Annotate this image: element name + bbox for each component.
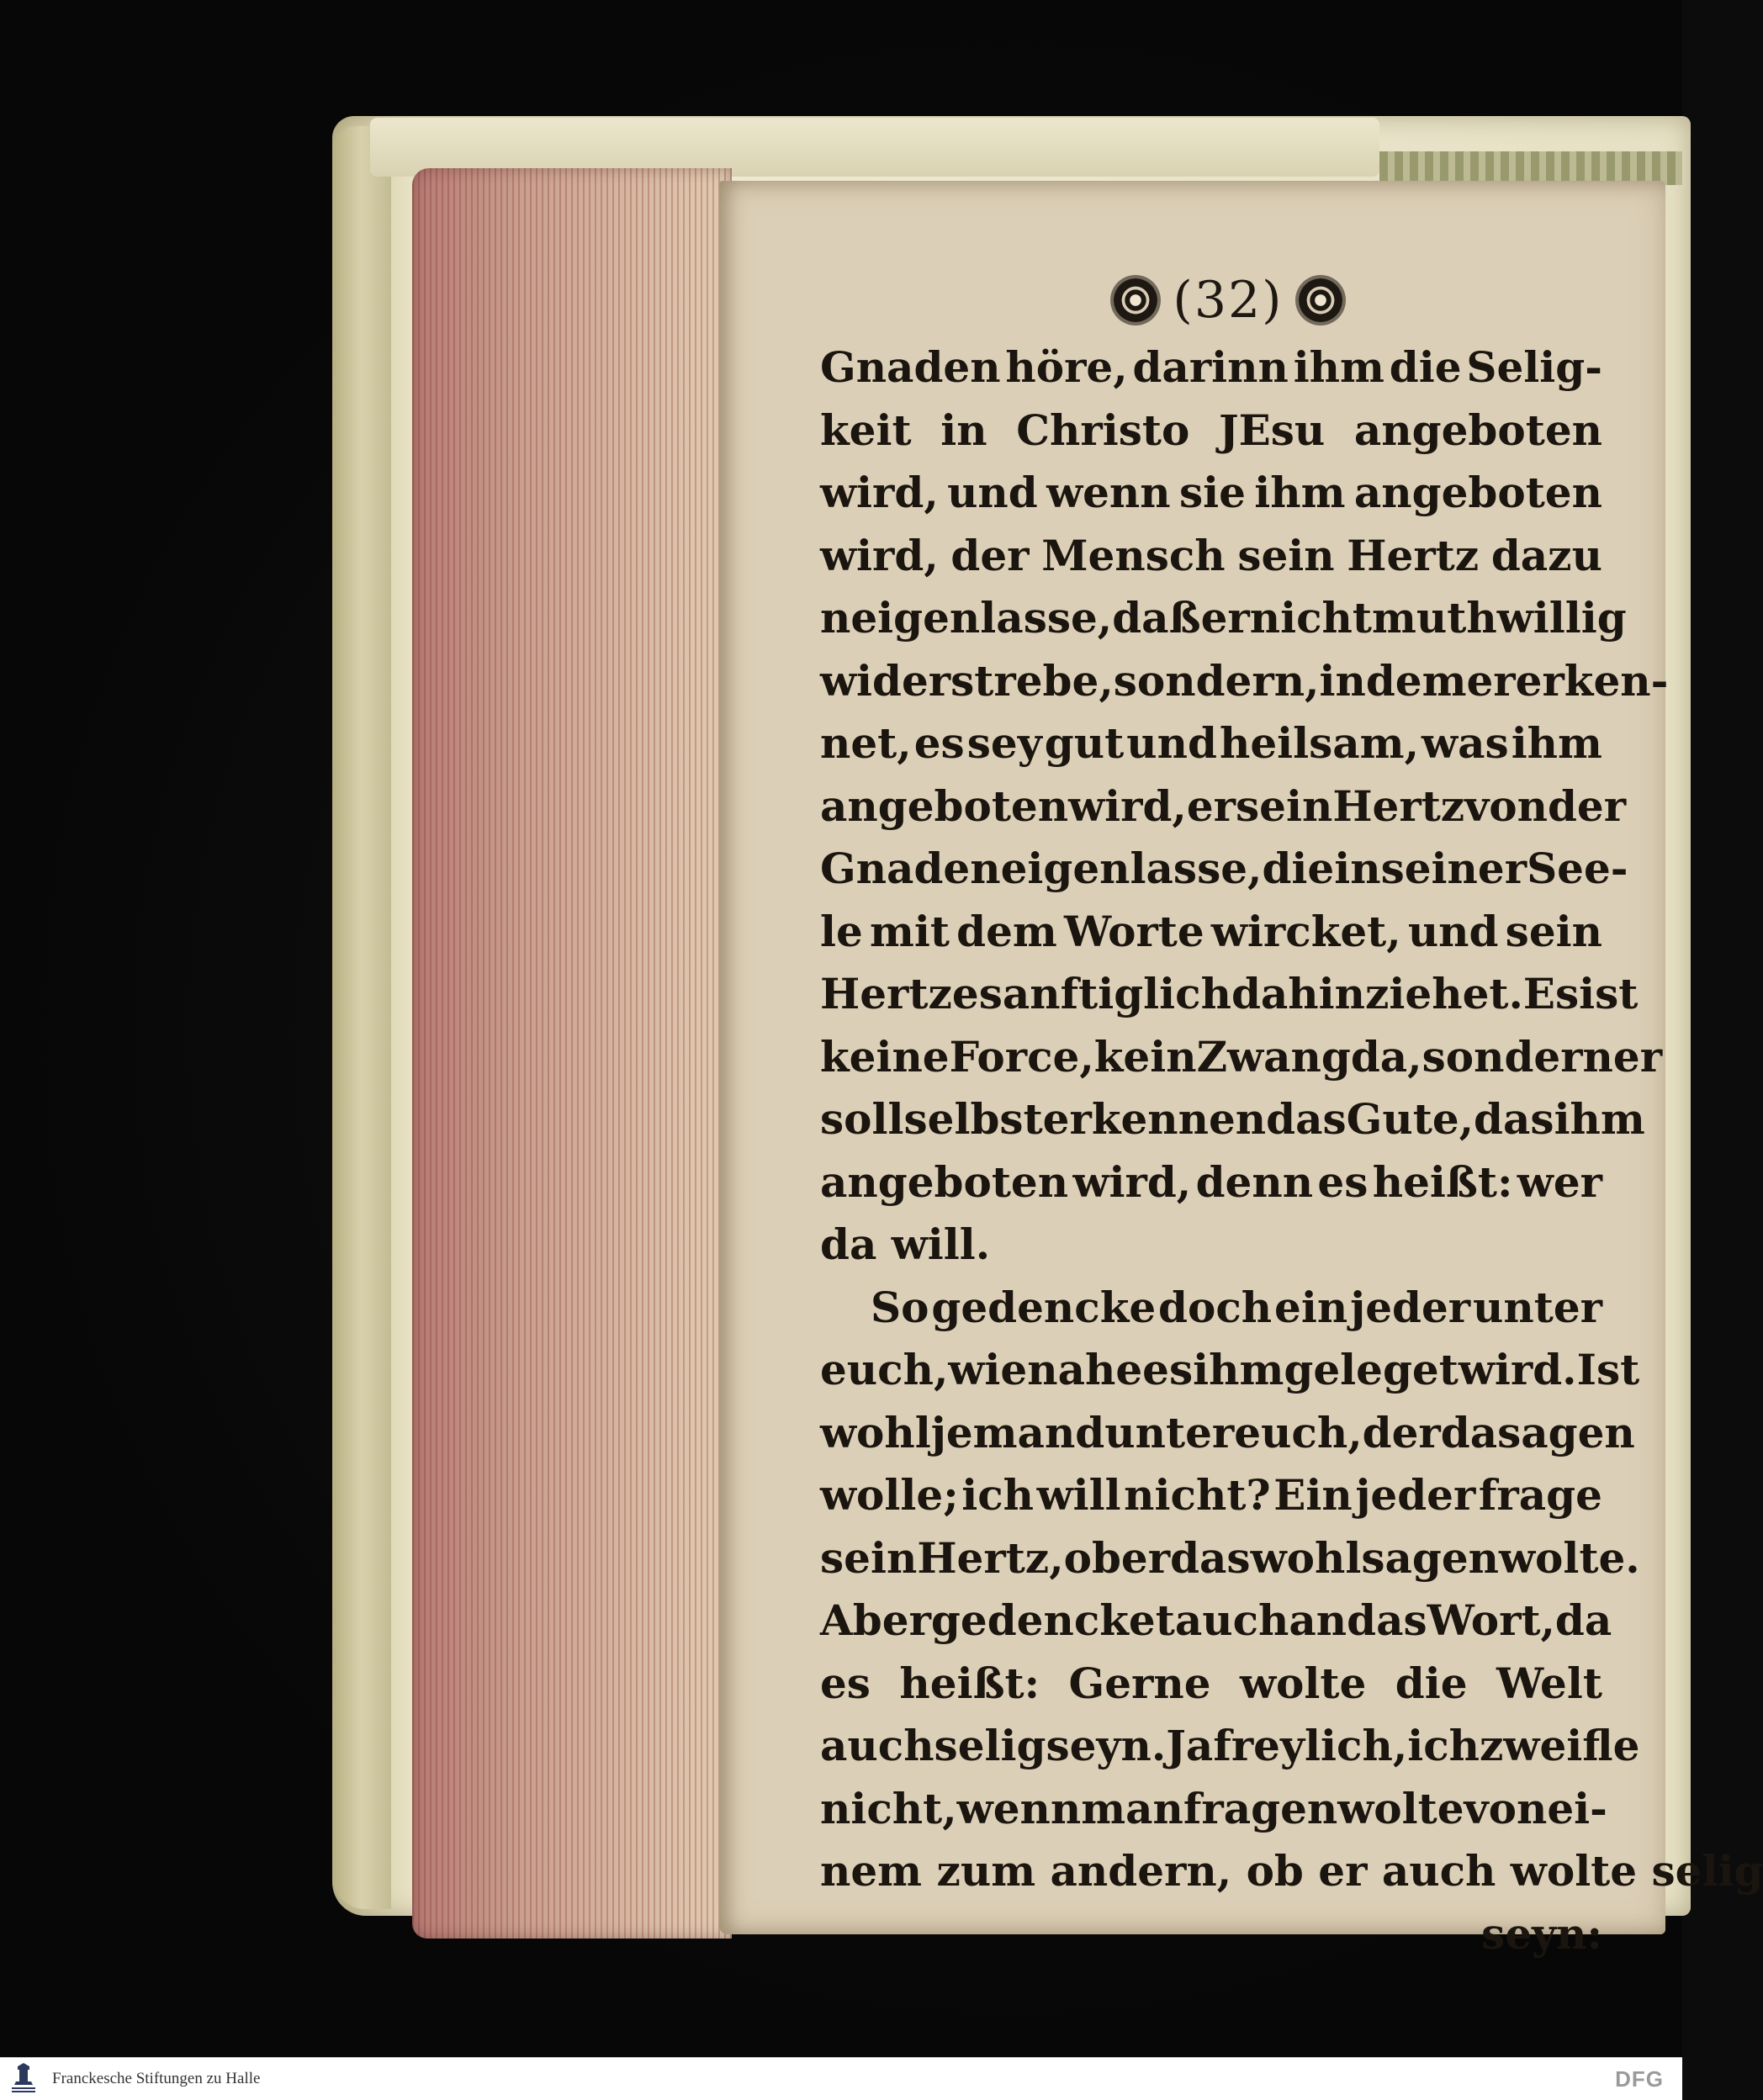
text-line: sein Hertz, ob er das wohl sagen wolte. bbox=[820, 1532, 1640, 1583]
text-line: euch, wie nahe es ihm geleget wird. Ist bbox=[820, 1345, 1640, 1394]
text-line: Gnaden höre, darinn ihm die Selig- bbox=[820, 342, 1602, 392]
text-line: Hertze sanftiglich dahin ziehet. Es ist bbox=[820, 969, 1639, 1018]
footer-bar bbox=[0, 2057, 1682, 2100]
text-line: So gedencke doch ein jeder unter bbox=[871, 1282, 1602, 1332]
page-header bbox=[1085, 262, 1371, 338]
text-line: es heißt: Gerne wolte die Welt bbox=[820, 1658, 1602, 1708]
text-line: soll selbst erkennen das Gute, das ihm bbox=[820, 1094, 1645, 1144]
institution-name: Franckesche Stiftungen zu Halle bbox=[52, 2070, 261, 2087]
text-line: angeboten wird, denn es heißt: wer bbox=[820, 1156, 1602, 1207]
text-line: net, es sey gut und heilsam, was ihm bbox=[820, 718, 1602, 768]
text-line: angeboten wird, er sein Hertz von der bbox=[820, 780, 1627, 831]
text-line: neigen lasse, daß er nicht muthwillig bbox=[820, 593, 1627, 643]
catchword: seyn: bbox=[1481, 1908, 1602, 1959]
text-line: keine Force, kein Zwang da, sondern er bbox=[820, 1031, 1663, 1082]
text-line: wohl jemand unter euch, der da sagen bbox=[820, 1407, 1635, 1457]
page-number: (32) bbox=[1173, 271, 1284, 330]
text-line: nicht, wenn man fragen wolte von ei- bbox=[820, 1783, 1607, 1833]
text-line: keit in Christo JEsu angeboten bbox=[820, 405, 1602, 455]
ornament-right-icon bbox=[1299, 278, 1342, 322]
text-line: widerstrebe, sondern, indem er erken- bbox=[820, 655, 1669, 706]
text-line: nem zum andern, ob er auch wolte selig bbox=[820, 1846, 1763, 1896]
text-line: wird, der Mensch sein Hertz dazu bbox=[820, 530, 1602, 580]
text-line: Gnade neigen lasse, die in seiner See- bbox=[820, 844, 1628, 893]
dfg-badge: DFG bbox=[1615, 2066, 1664, 2092]
ornament-left-icon bbox=[1114, 278, 1157, 322]
institution-logo bbox=[7, 2062, 40, 2096]
text-line: wird, und wenn sie ihm angeboten bbox=[820, 468, 1602, 517]
text-line: auch selig seyn. Ja freylich, ich zweifle bbox=[820, 1721, 1640, 1770]
text-line: le mit dem Worte wircket, und sein bbox=[820, 906, 1602, 956]
text-line: da will. bbox=[820, 1219, 991, 1269]
bookmark-ribbon bbox=[1379, 151, 1682, 185]
book-spine bbox=[332, 126, 391, 1909]
page-edges bbox=[412, 168, 732, 1939]
page-text bbox=[820, 336, 1763, 1965]
text-line: Aber gedencket auch an das Wort, da bbox=[820, 1595, 1612, 1645]
text-line: wolle; ich will nicht? Ein jeder frage bbox=[820, 1470, 1602, 1520]
